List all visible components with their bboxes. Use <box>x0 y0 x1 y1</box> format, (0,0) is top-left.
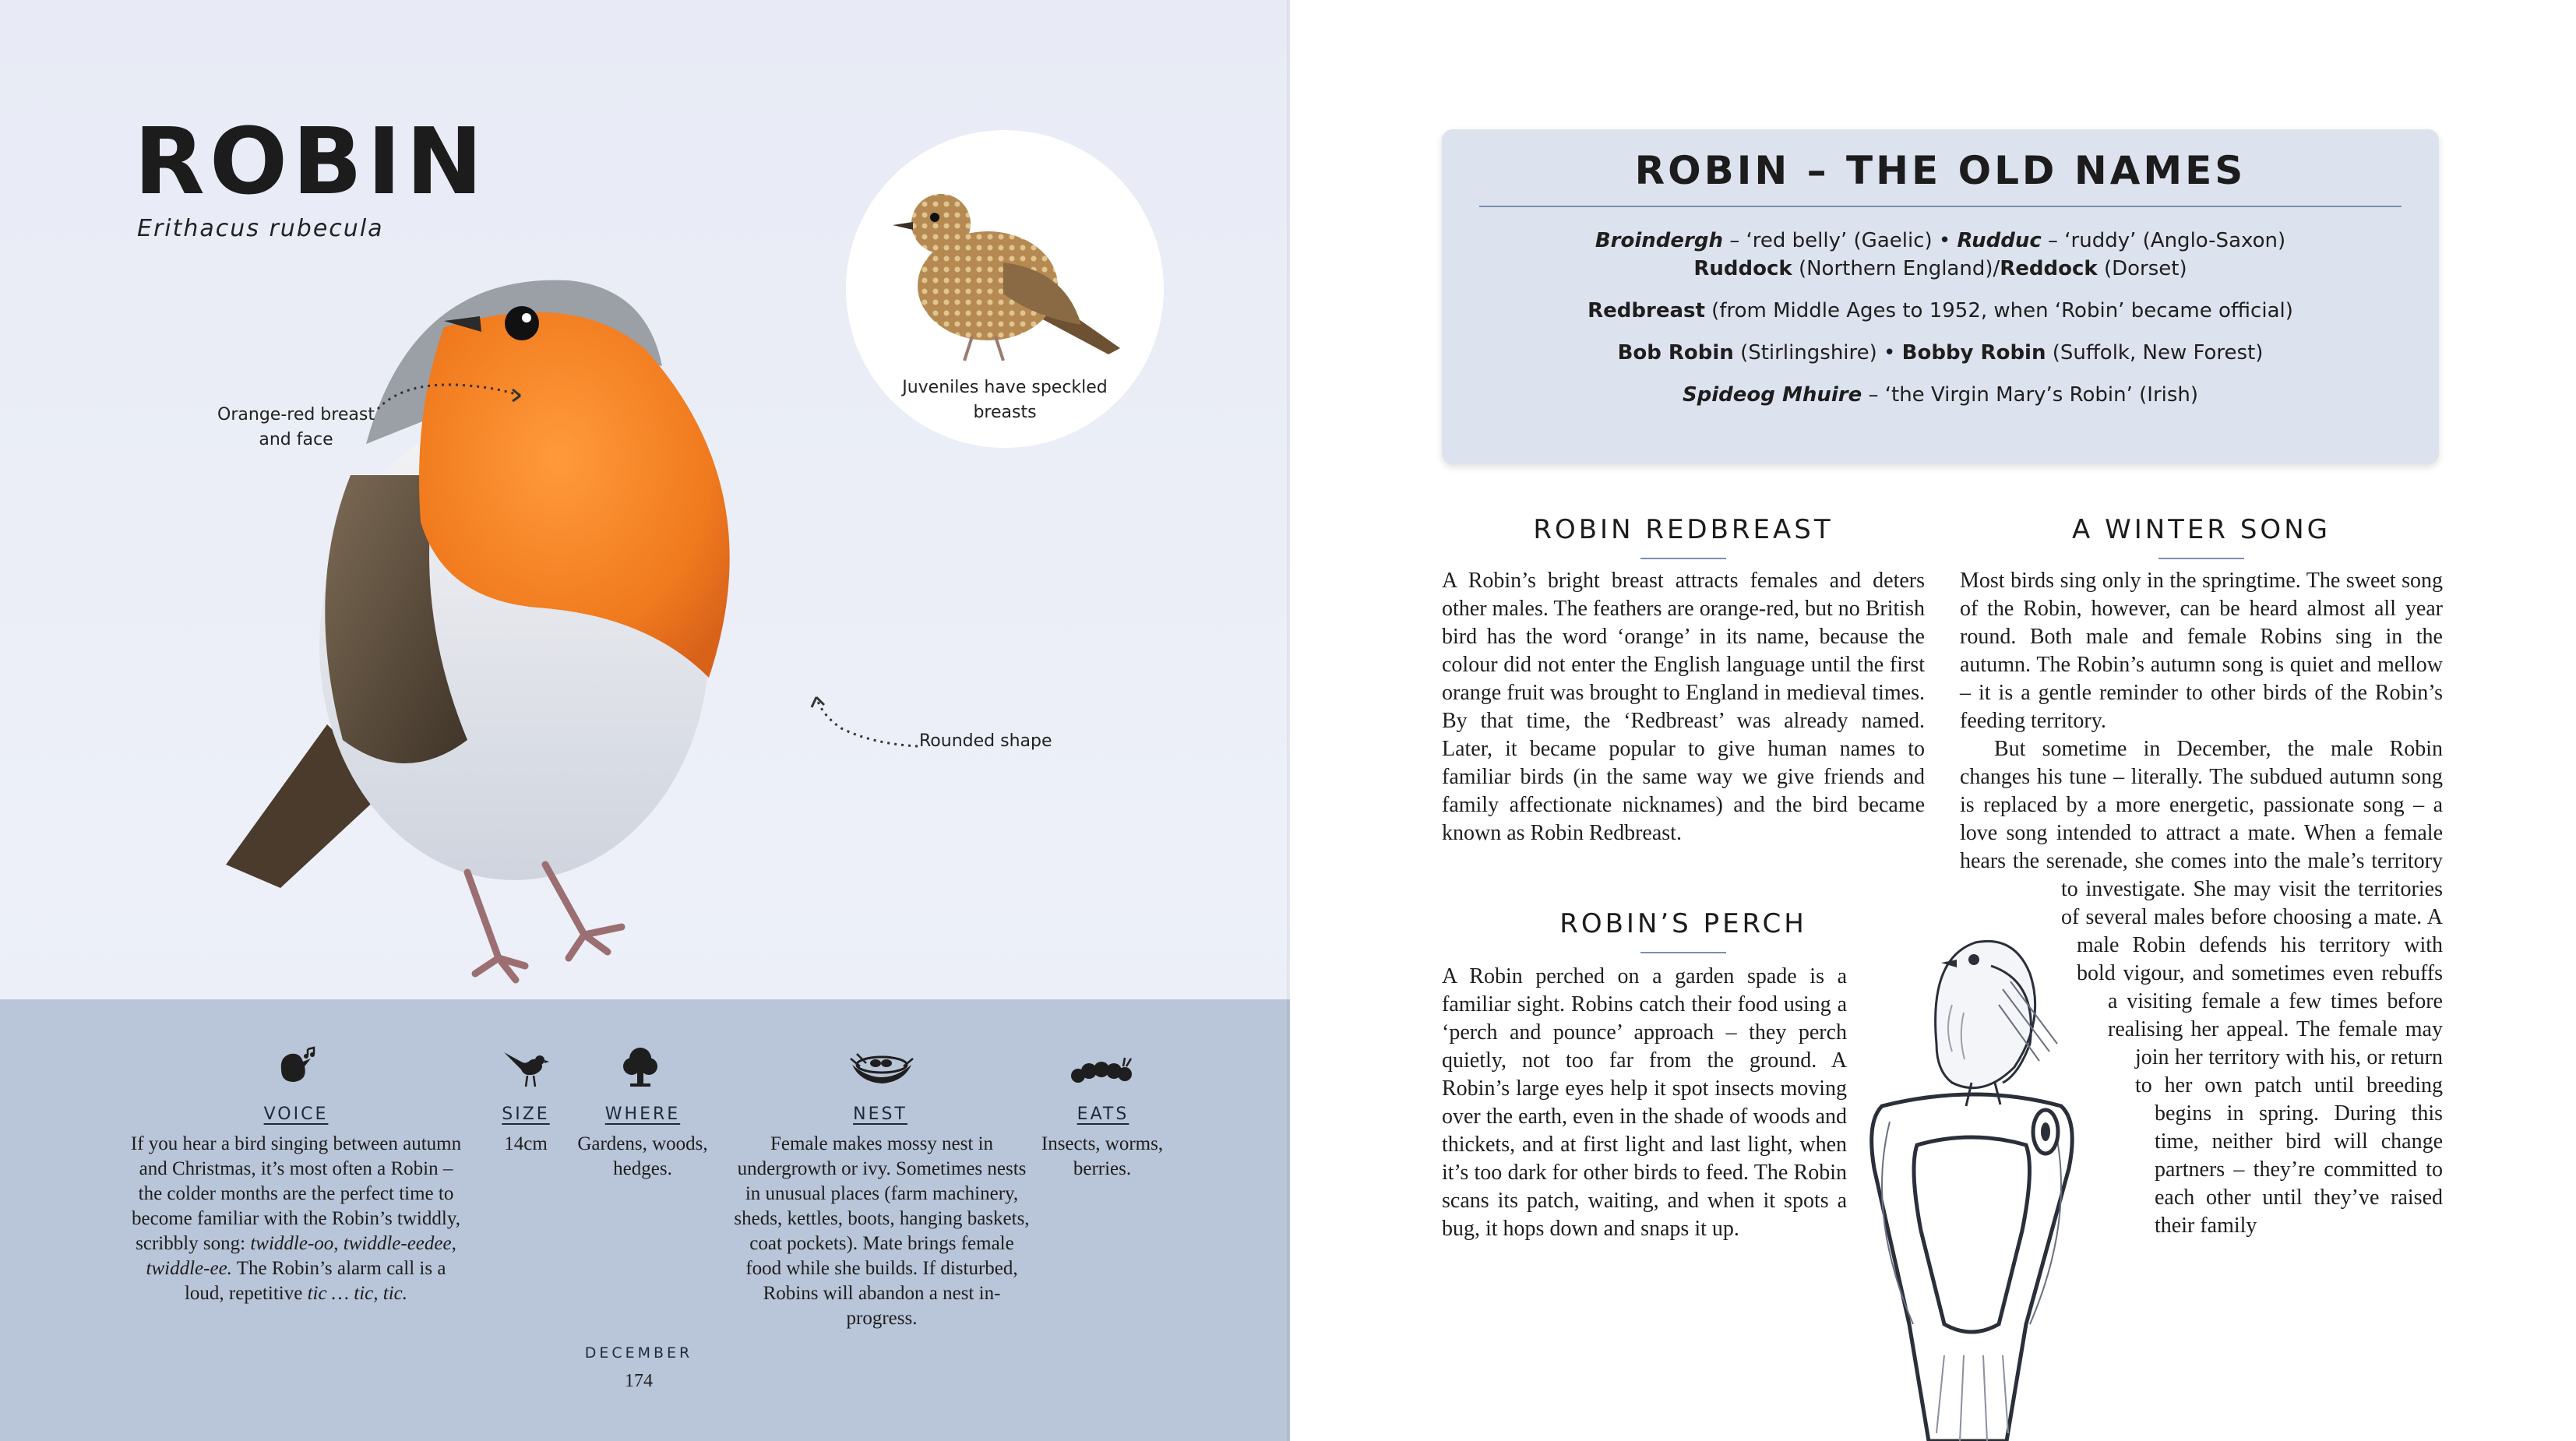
where-label: WHERE <box>604 1105 681 1124</box>
name-redbreast-gloss: (from Middle Ages to 1952, when ‘Robin’ became official) <box>1704 299 2293 322</box>
right-page <box>1290 0 2576 1441</box>
wrap-spade-1 <box>1960 1047 2135 1101</box>
name-broindergh: Broindergh <box>1595 229 1723 252</box>
name-bob-robin-gloss: (Stirlingshire) • <box>1733 341 1902 365</box>
winter-song-heading-rule <box>2158 558 2244 559</box>
size-label: SIZE <box>502 1105 550 1124</box>
wrap-robin-2 <box>1960 938 2077 992</box>
name-reddock-gloss: (Dorset) <box>2097 257 2187 280</box>
name-bobby-robin-gloss: (Suffolk, New Forest) <box>2046 341 2264 365</box>
voice-text-1: If you hear a bird singing between autumn and Christmas, it’s most often a Robin – the colder months are the perfect time to become familiar with the Robin’s twiddly, scribbly song: <box>130 1133 462 1254</box>
name-redbreast: Redbreast <box>1588 299 1705 322</box>
caterpillar-icon <box>1069 1055 1134 1087</box>
latin-name: Erithacus rubecula <box>137 215 384 242</box>
redbreast-heading-rule <box>1640 558 1726 559</box>
eats-label: EATS <box>1077 1105 1129 1124</box>
voice-text-2: The Robin’s alarm call is a loud, repetitive <box>184 1258 446 1304</box>
old-names-title: ROBIN – THE OLD NAMES <box>1634 148 2247 193</box>
folio-section: DECEMBER <box>584 1344 693 1362</box>
old-names-line-2 <box>1442 257 2439 280</box>
nest-icon <box>849 1051 914 1087</box>
name-broindergh-gloss: – ‘red belly’ (Gaelic) • <box>1722 229 1958 252</box>
name-spideog-mhuire-gloss: – ‘the Virgin Mary’s Robin’ (Irish) <box>1862 383 2199 407</box>
eats-text: Insects, worms, berries. <box>1041 1133 1164 1179</box>
voice-song: twiddle-oo, twiddle-eedee, twiddle-ee. <box>146 1233 456 1279</box>
juvenile-inset <box>846 130 1164 448</box>
musical-bird-icon <box>277 1046 320 1087</box>
perch-heading-rule <box>1640 952 1726 953</box>
old-names-divider <box>1479 206 2402 207</box>
juvenile-robin-illustration <box>886 177 1136 364</box>
name-ruddock-gloss: (Northern England)/ <box>1792 257 2000 280</box>
name-bob-robin: Bob Robin <box>1617 341 1734 365</box>
winter-song-para-2: But sometime in December, the male Robin changes his tune – literally. The subdued autumn song is replaced by a more energetic, passionate song – a love song intended to attract a mate. When a female hears the serenade, she comes into the male’s territory to investigate. She may visit the territories of several males before choosing a mate. A male Robin defends his territory with bold vigour, and sometimes even rebuffs a visiting female a few times before realising her appeal. The female may join her territory with his, or return to her own patch until breeding begins in spring. During this time, neither bird will change partners – they’re committed to each other until they’ve raised their family <box>1960 737 2443 1238</box>
voice-label: VOICE <box>263 1105 329 1124</box>
page-number: 174 <box>625 1371 653 1391</box>
wrap-spade-2 <box>1960 1101 2155 1304</box>
old-names-line-3 <box>1442 299 2439 322</box>
old-names-line-5 <box>1442 383 2439 407</box>
old-names-box <box>1442 129 2439 464</box>
perch-heading: ROBIN’S PERCH <box>1559 908 1807 939</box>
redbreast-text: A Robin’s bright breast attracts females and deters other males. The feathers are orange-red, but no British bird has the word ‘orange’ in its name, because the colour did not enter the English language until the first orange fruit was brought to England in medieval times. By that time, the ‘Redbreast’ was already named. Later, it became popular to give human names to familiar birds (in the same way we give friends and family affectionate nicknames) and the bird became known as Robin Redbreast. <box>1442 569 1925 845</box>
wrap-robin-3 <box>1960 992 2108 1047</box>
old-names-line-1 <box>1442 229 2439 252</box>
old-names-line-4 <box>1442 341 2439 365</box>
name-ruddock: Ruddock <box>1693 257 1792 280</box>
wrap-robin-1 <box>1960 876 2061 938</box>
winter-song-text <box>1960 567 2443 1304</box>
winter-song-heading: A WINTER SONG <box>2072 514 2331 545</box>
size-text: 14cm <box>504 1133 548 1154</box>
where-text: Gardens, woods, hedges. <box>577 1133 708 1179</box>
name-spideog-mhuire: Spideog Mhuire <box>1682 383 1862 407</box>
nest-label: NEST <box>853 1105 907 1124</box>
voice-alarm: tic … tic, tic. <box>307 1283 408 1304</box>
callout-lines <box>0 0 1290 999</box>
tree-icon <box>621 1045 660 1090</box>
callout-shape: Rounded shape <box>919 731 1052 751</box>
name-rudduc-gloss: – ‘ruddy’ (Anglo-Saxon) <box>2041 229 2286 252</box>
callout-breast: Orange-red breast and face <box>217 405 375 449</box>
nest-text: Female makes mossy nest in undergrowth or ivy. Sometimes nests in unusual places (farm machinery, sheds, kettles, boots, hanging baskets, coat pockets). Mate brings female food while she builds. If disturbed, Robins will abandon a nest in-progress. <box>734 1133 1030 1329</box>
perched-bird-icon <box>501 1046 551 1090</box>
name-rudduc: Rudduc <box>1957 229 2042 252</box>
perch-text: A Robin perched on a garden spade is a familiar sight. Robins catch their food using a ‘perch and pounce’ approach – they perch quietly, not too far from the ground. A Robin’s large eyes help it spot insects moving over the earth, even in the shade of woods and thickets, and at first light and last light, when it’s too dark for other birds to feed. The Robin scans its patch, waiting, and when it spots a bug, it hops down and snaps it up. <box>1442 964 1847 1241</box>
callout-juvenile: Juveniles have speckled breasts <box>902 378 1108 422</box>
page-title: ROBIN <box>134 107 488 215</box>
name-reddock: Reddock <box>2000 257 2098 280</box>
redbreast-heading: ROBIN REDBREAST <box>1533 514 1834 545</box>
voice-text <box>129 1132 463 1306</box>
winter-song-para-1: Most birds sing only in the springtime. The sweet song of the Robin, however, can be heard almost all year round. Both male and female Robins sing in the autumn. The Robin’s autumn song is quiet and mellow – it is a gentle reminder to other birds of the Robin’s feeding territory. <box>1960 569 2443 733</box>
name-bobby-robin: Bobby Robin <box>1901 341 2046 365</box>
